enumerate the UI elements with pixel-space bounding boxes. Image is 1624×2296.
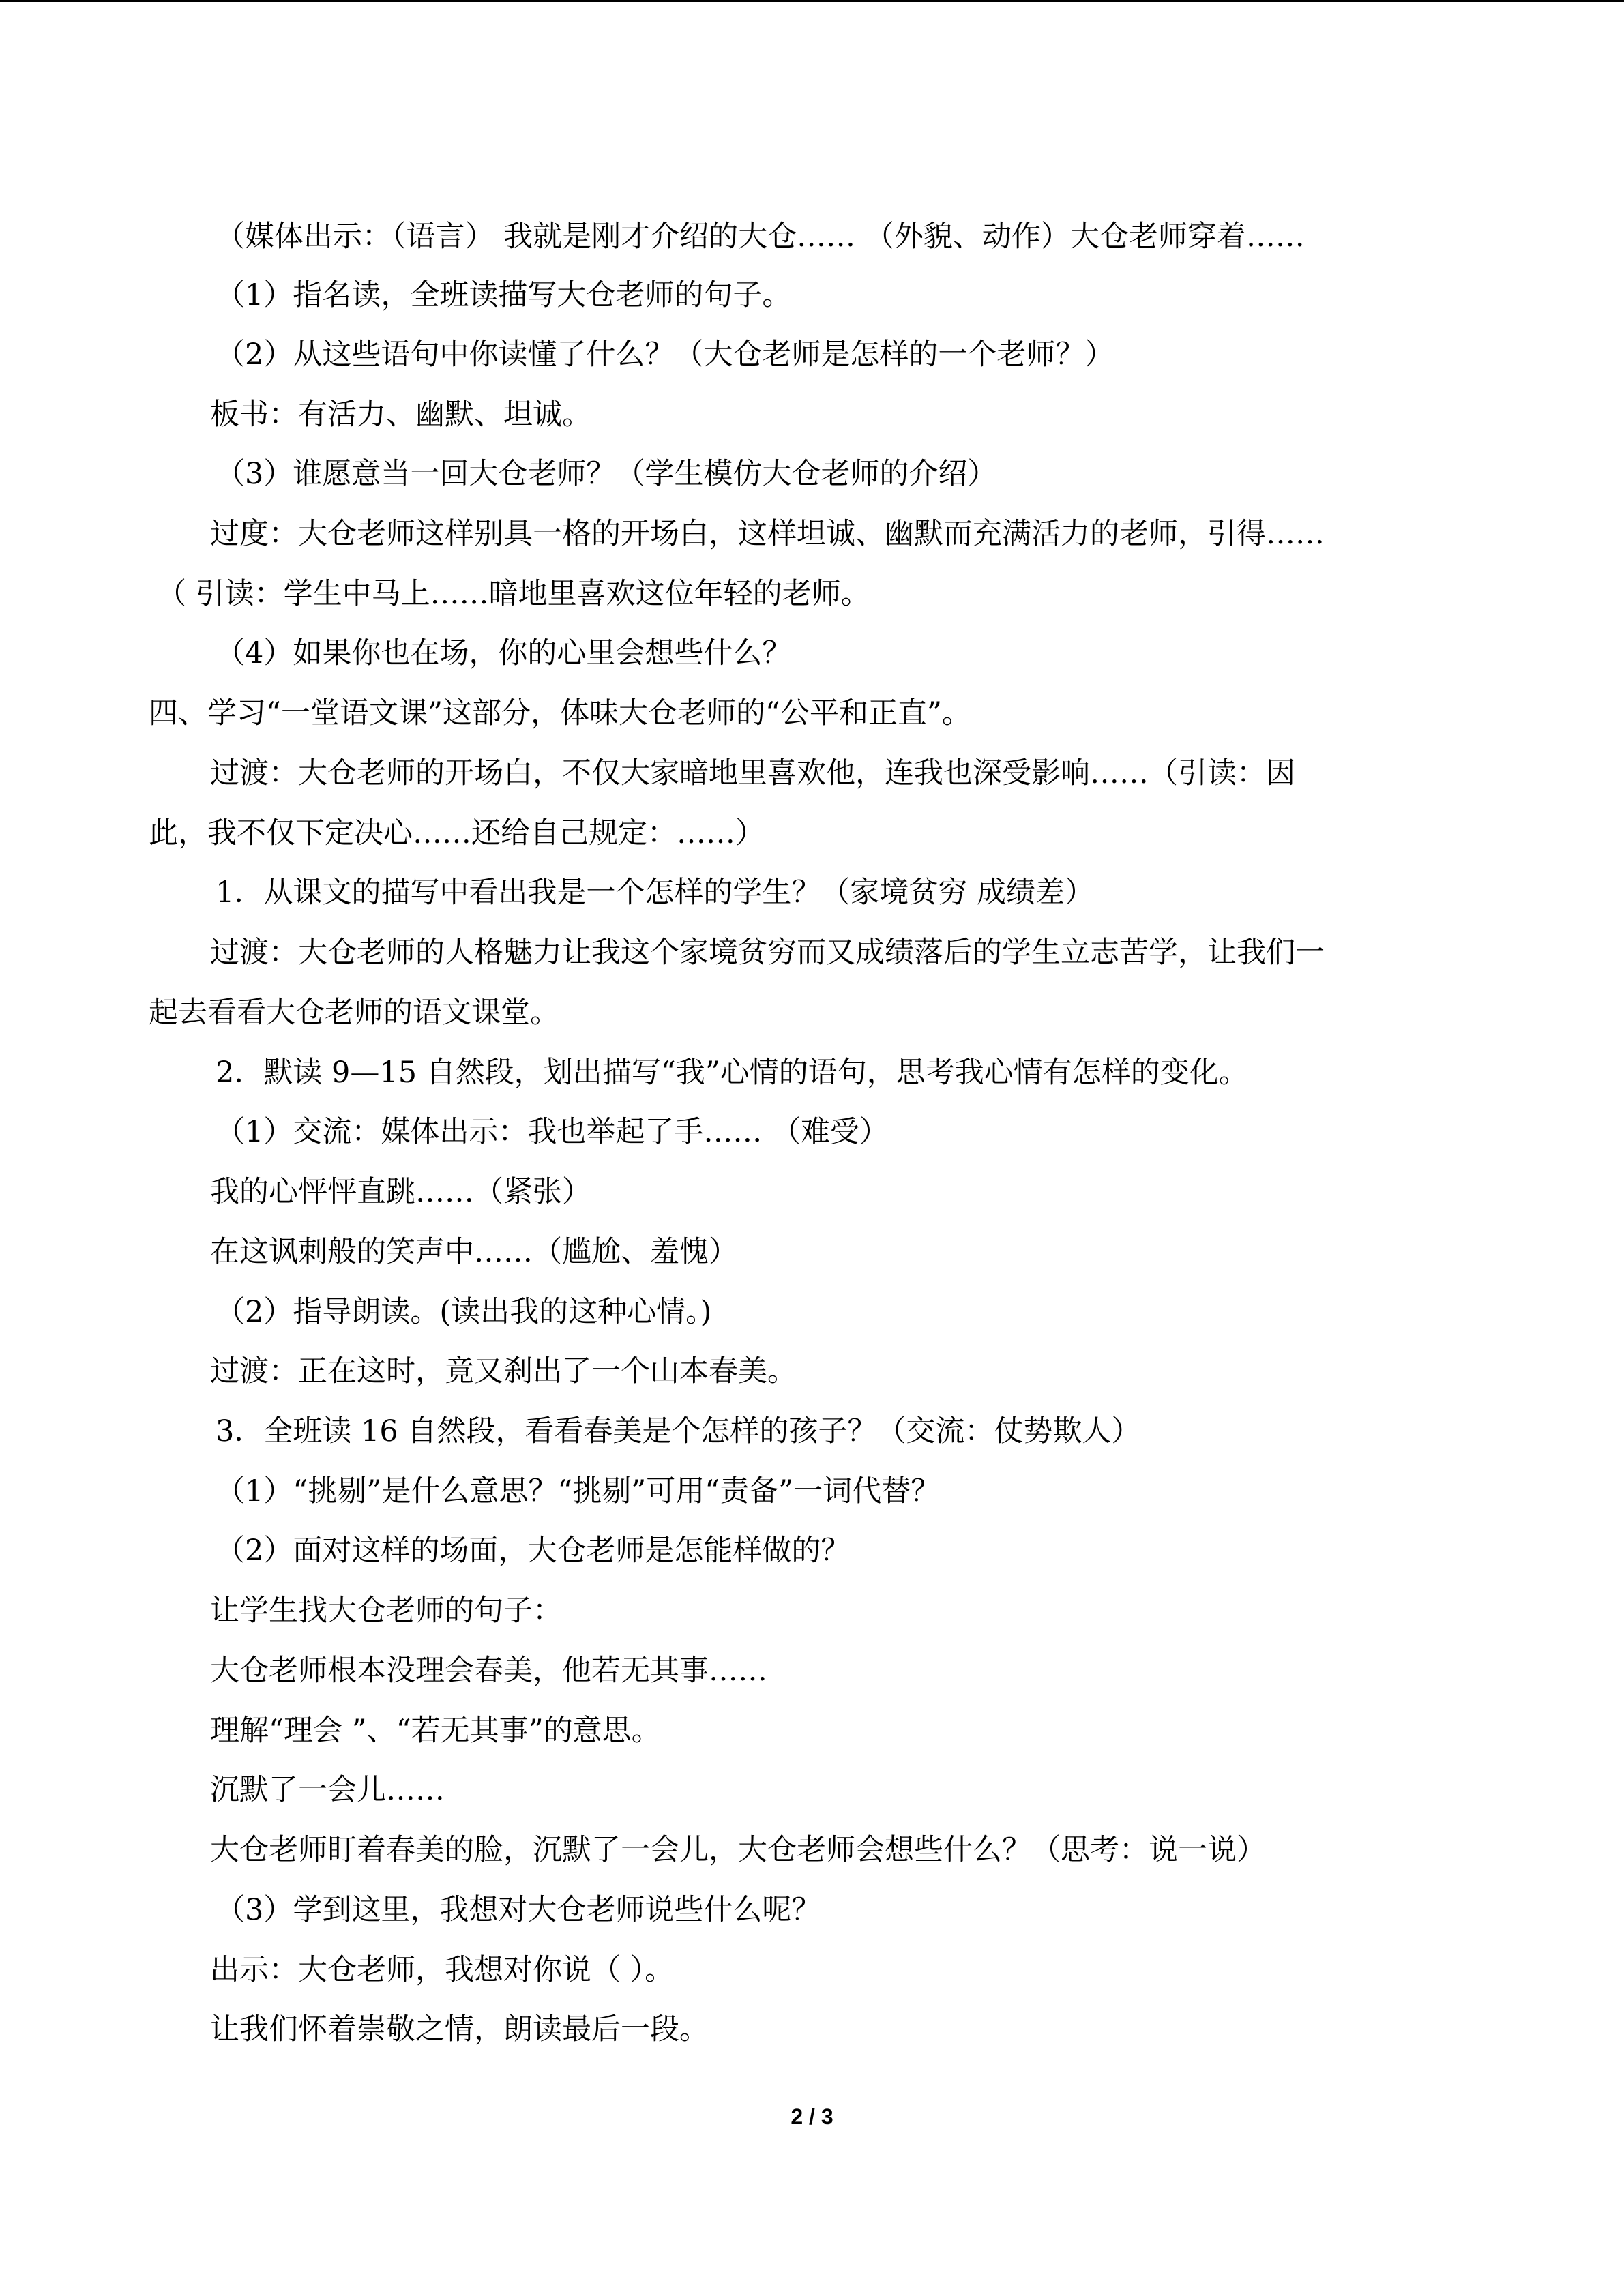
text-line: 过渡：大仓老师的开场白，不仅大家暗地里喜欢他，连我也深受影响……（引读：因 [210,756,1295,790]
text-line: 此，我不仅下定决心……还给自己规定：……） [149,816,765,850]
text-line: 沉默了一会儿…… [210,1773,445,1807]
text-line: （1）指名读，全班读描写大仓老师的句子。 [216,278,792,312]
text-line: 让我们怀着崇敬之情，朗读最后一段。 [210,2012,709,2046]
text-line: 大仓老师盯着春美的脸，沉默了一会儿，大仓老师会想些什么？（思考：说一说） [210,1833,1266,1867]
text-line: 让学生找大仓老师的句子： [210,1594,562,1628]
text-line: （2）面对这样的场面，大仓老师是怎能样做的？ [216,1534,851,1568]
text-line: 过度：大仓老师这样别具一格的开场白，这样坦诚、幽默而充满活力的老师，引得…… [210,517,1325,551]
text-line: 3．全班读 16 自然段，看看春美是个怎样的孩子？（交流：仗势欺人） [216,1414,1141,1448]
text-line: 1．从课文的描写中看出我是一个怎样的学生？（家境贫穷 成绩差） [216,876,1095,910]
text-line: 大仓老师根本没理会春美，他若无其事…… [210,1654,767,1688]
text-line: （3）学到这里，我想对大仓老师说些什么呢？ [216,1893,821,1927]
text-line: 我的心怦怦直跳……（紧张） [210,1175,591,1209]
text-line: （1）“挑剔”是什么意思？“挑剔”可用“责备”一词代替？ [216,1474,941,1508]
page-number: 2 / 3 [791,2104,833,2129]
text-line: （2）指导朗读。(读出我的这种心情。) [216,1295,712,1329]
text-line: （ 引读：学生中马上……暗地里喜欢这位年轻的老师。 [157,577,870,611]
section-heading: 四、学习“一堂语文课”这部分，体味大仓老师的“公平和正直”。 [149,696,971,730]
text-line: 理解“理会 ”、“若无其事”的意思。 [210,1714,661,1748]
text-line: 板书：有活力、幽默、坦诚。 [210,398,591,432]
text-line: 2．默读 9—15 自然段，划出描写“我”心情的语句，思考我心情有怎样的变化。 [216,1056,1248,1090]
text-line: 在这讽刺般的笑声中……（尴尬、羞愧） [210,1235,738,1269]
text-line: 出示：大仓老师，我想对你说（ ）。 [210,1953,675,1987]
text-line: （4）如果你也在场，你的心里会想些什么？ [216,636,792,670]
text-line: （媒体出示：（语言） 我就是刚才介绍的大仓…… （外貌、动作）大仓老师穿着…… [216,220,1305,254]
text-line: （2）从这些语句中你读懂了什么？（大仓老师是怎样的一个老师？） [216,338,1114,372]
text-line: 过渡：正在这时，竟又刹出了一个山本春美。 [210,1354,797,1388]
text-line: （1）交流：媒体出示：我也举起了手…… （难受） [216,1115,889,1149]
text-line: （3）谁愿意当一回大仓老师？（学生模仿大仓老师的介绍） [216,457,997,491]
text-line: 过渡：大仓老师的人格魅力让我这个家境贫穷而又成绩落后的学生立志苦学，让我们一 [210,936,1325,970]
text-line: 起去看看大仓老师的语文课堂。 [149,996,559,1030]
